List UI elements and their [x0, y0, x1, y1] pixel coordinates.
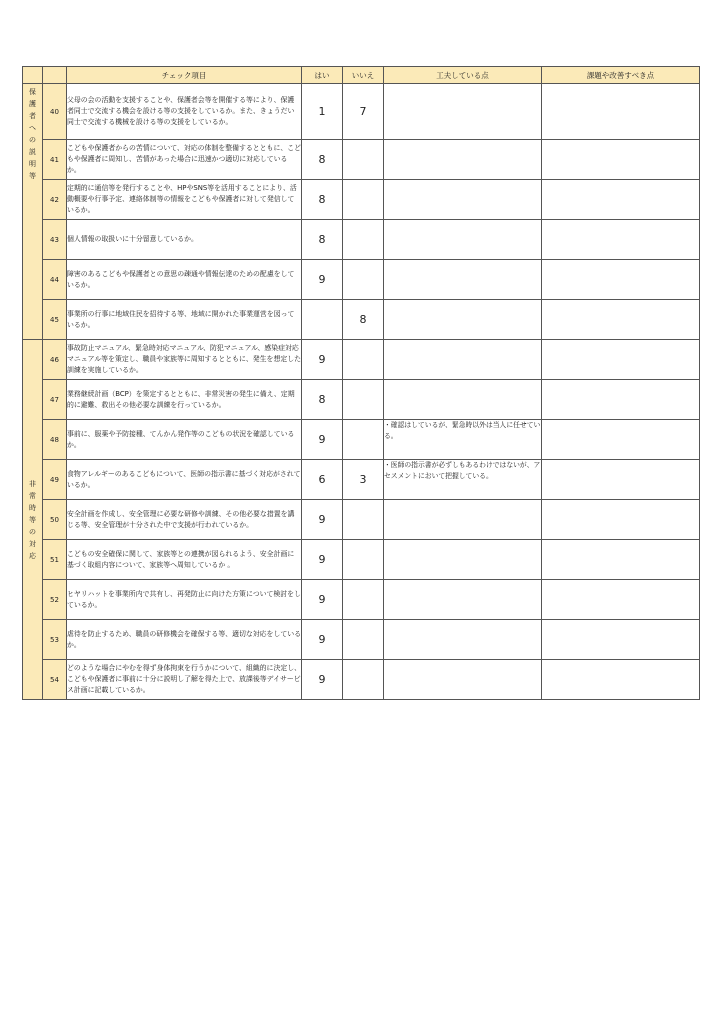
no-count [343, 140, 384, 180]
no-count [343, 580, 384, 620]
row-number: 52 [43, 580, 67, 620]
row-number: 53 [43, 620, 67, 660]
issues-note [542, 380, 700, 420]
header-row [23, 67, 700, 84]
table-row [23, 380, 700, 420]
no-count [343, 500, 384, 540]
header-yes: はい [302, 67, 343, 84]
issues-note [542, 540, 700, 580]
issues-note [542, 340, 700, 380]
no-count [343, 220, 384, 260]
efforts-note [384, 500, 542, 540]
yes-count: 9 [302, 260, 343, 300]
row-number: 40 [43, 84, 67, 140]
header-issues: 課題や改善すべき点 [542, 67, 700, 84]
row-number: 47 [43, 380, 67, 420]
efforts-note [384, 84, 542, 140]
no-count: 8 [343, 300, 384, 340]
issues-note [542, 140, 700, 180]
yes-count: 9 [302, 340, 343, 380]
no-count [343, 420, 384, 460]
header-number [43, 67, 67, 84]
issues-note [542, 180, 700, 220]
row-number: 48 [43, 420, 67, 460]
efforts-note: ・確認はしているが、緊急時以外は当人に任せている。 [384, 420, 542, 460]
check-item-text: 業務継続計画（BCP）を策定するとともに、非常災害の発生に備え、定期的に避難、救出その他必要な訓練を行っているか。 [67, 380, 302, 420]
issues-note [542, 660, 700, 700]
efforts-note [384, 540, 542, 580]
yes-count: 8 [302, 180, 343, 220]
efforts-note [384, 260, 542, 300]
check-item-text: どのような場合にやむを得ず身体拘束を行うかについて、組織的に決定し、こどもや保護者に事前に十分に説明し了解を得た上で、放課後等デイサービス計画に記載しているか。 [67, 660, 302, 700]
table-row [23, 540, 700, 580]
no-count: 3 [343, 460, 384, 500]
row-number: 54 [43, 660, 67, 700]
table-row [23, 460, 700, 500]
yes-count: 8 [302, 140, 343, 180]
yes-count [302, 300, 343, 340]
efforts-note [384, 140, 542, 180]
efforts-note [384, 660, 542, 700]
row-number: 49 [43, 460, 67, 500]
table-row [23, 660, 700, 700]
check-item-text: 定期的に通信等を発行することや、HPやSNS等を活用することにより、活動概要や行事予定、連絡体制等の情報をこどもや保護者に対して発信しているか。 [67, 180, 302, 220]
issues-note [542, 580, 700, 620]
efforts-note [384, 180, 542, 220]
efforts-note [384, 340, 542, 380]
table-row [23, 580, 700, 620]
check-item-text: 個人情報の取扱いに十分留意しているか。 [67, 220, 302, 260]
no-count [343, 540, 384, 580]
no-count [343, 260, 384, 300]
header-category [23, 67, 43, 84]
check-item-text: 事故防止マニュアル、緊急時対応マニュアル、防犯マニュアル、感染症対応マニュアル等を策定し、職員や家族等に周知するとともに、発生を想定した訓練を実施しているか。 [67, 340, 302, 380]
yes-count: 6 [302, 460, 343, 500]
row-number: 50 [43, 500, 67, 540]
no-count [343, 340, 384, 380]
check-item-text: 食物アレルギーのあるこどもについて、医師の指示書に基づく対応がされているか。 [67, 460, 302, 500]
issues-note [542, 460, 700, 500]
check-item-text: 事前に、服薬や予防接種、てんかん発作等のこどもの状況を確認しているか。 [67, 420, 302, 460]
yes-count: 9 [302, 500, 343, 540]
table-row [23, 300, 700, 340]
issues-note [542, 620, 700, 660]
efforts-note [384, 380, 542, 420]
yes-count: 9 [302, 580, 343, 620]
table-row [23, 220, 700, 260]
row-number: 46 [43, 340, 67, 380]
check-item-text: こどもや保護者からの苦情について、対応の体制を整備するとともに、こどもや保護者に周知し、苦情があった場合に迅速かつ適切に対応しているか。 [67, 140, 302, 180]
issues-note [542, 84, 700, 140]
yes-count: 1 [302, 84, 343, 140]
issues-note [542, 260, 700, 300]
table-row [23, 140, 700, 180]
header-check-item: チェック項目 [67, 67, 302, 84]
check-item-text: 障害のあるこどもや保護者との意思の疎通や情報伝達のための配慮をしているか。 [67, 260, 302, 300]
row-number: 42 [43, 180, 67, 220]
yes-count: 8 [302, 220, 343, 260]
issues-note [542, 500, 700, 540]
table-row [23, 260, 700, 300]
category-label: 非 常 時 等 の 対 応 [23, 340, 43, 700]
category-label: 保 護 者 へ の 説 明 等 [23, 84, 43, 340]
yes-count: 9 [302, 620, 343, 660]
yes-count: 9 [302, 420, 343, 460]
no-count [343, 620, 384, 660]
issues-note [542, 300, 700, 340]
table-row [23, 500, 700, 540]
no-count: 7 [343, 84, 384, 140]
row-number: 45 [43, 300, 67, 340]
row-number: 44 [43, 260, 67, 300]
efforts-note [384, 300, 542, 340]
yes-count: 8 [302, 380, 343, 420]
no-count [343, 180, 384, 220]
row-number: 43 [43, 220, 67, 260]
check-item-text: こどもの安全確保に関して、家族等との連携が図られるよう、安全計画に基づく取組内容について、家族等へ周知しているか 。 [67, 540, 302, 580]
table-row [23, 84, 700, 140]
table-row [23, 340, 700, 380]
efforts-note [384, 580, 542, 620]
efforts-note [384, 220, 542, 260]
check-item-text: 虐待を防止するため、職員の研修機会を確保する等、適切な対応をしているか。 [67, 620, 302, 660]
check-item-text: 父母の会の活動を支援することや、保護者会等を開催する等により、保護者同士で交流する機会を設ける等の支援をしているか。また、きょうだい同士で交流する機械を設ける等の支援をしているか。 [67, 84, 302, 140]
no-count [343, 380, 384, 420]
check-item-text: ヒヤリハットを事業所内で共有し、再発防止に向けた方策について検討をしているか。 [67, 580, 302, 620]
yes-count: 9 [302, 540, 343, 580]
header-no: いいえ [343, 67, 384, 84]
table-row [23, 620, 700, 660]
table-row [23, 180, 700, 220]
no-count [343, 660, 384, 700]
row-number: 51 [43, 540, 67, 580]
evaluation-table [22, 66, 700, 700]
row-number: 41 [43, 140, 67, 180]
table-row [23, 420, 700, 460]
yes-count: 9 [302, 660, 343, 700]
header-efforts: 工夫している点 [384, 67, 542, 84]
issues-note [542, 420, 700, 460]
efforts-note [384, 620, 542, 660]
check-item-text: 安全計画を作成し、安全管理に必要な研修や訓練、その他必要な措置を講じる等、安全管理が十分された中で支援が行われているか。 [67, 500, 302, 540]
check-item-text: 事業所の行事に地域住民を招待する等、地域に開かれた事業運営を図っているか。 [67, 300, 302, 340]
efforts-note: ・医師の指示書が必ずしもあるわけではないが、アセスメントにおいて把握している。 [384, 460, 542, 500]
issues-note [542, 220, 700, 260]
